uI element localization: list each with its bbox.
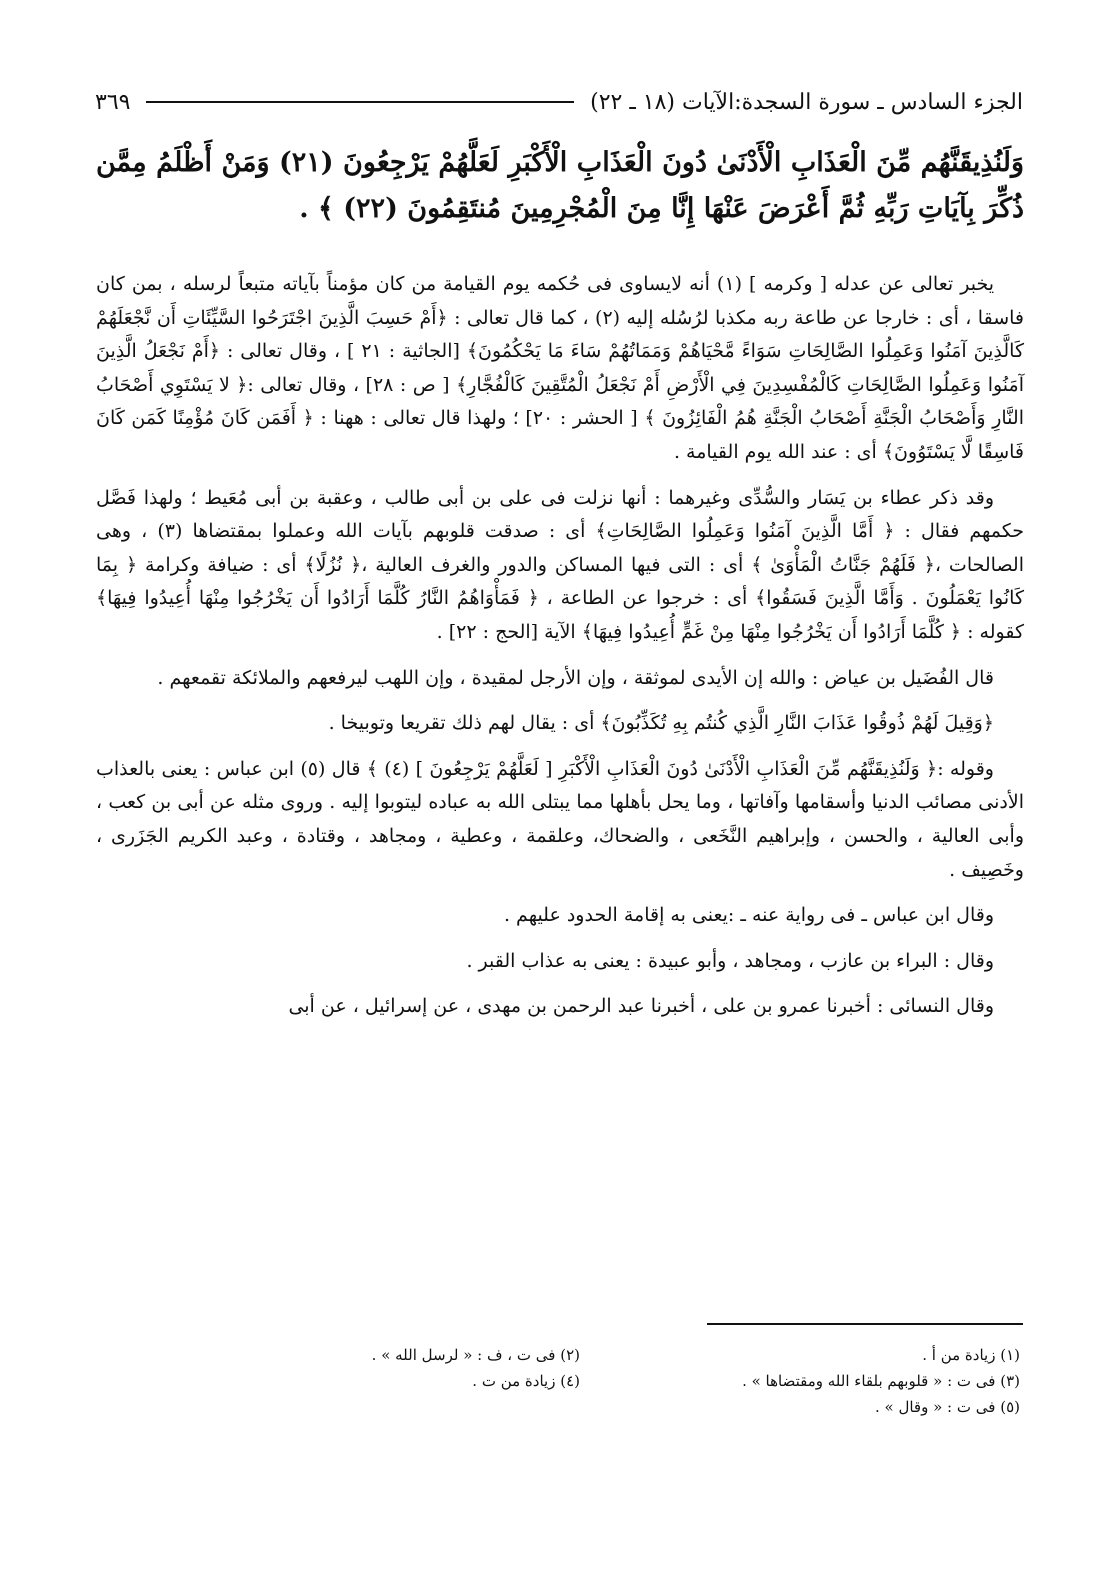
footnote-4: (٤) زيادة من ت . [472,1372,580,1390]
paragraph-6: وقال ابن عباس ـ فى رواية عنه ـ :يعنى به إقامة الحدود عليهم . [503,904,994,927]
paragraph-1: يخبر تعالى عن عدله [ وكرمه ] (١) أنه لايساوى فى حُكمه يوم القيامة من كان مؤمناً بآياته متبعاً لرسله ، بمن كان فاسقا ، أى : خارجا عن طاعة ربه مكذبا لرُسُله إليه (٢) ، كما قال تعالى : ﴿أَمْ حَسِبَ الَّذِينَ اجْتَرَحُوا السَّيِّئَاتِ أَن نَّجْعَلَهُمْ كَالَّذِينَ آمَنُوا وَعَمِلُوا الصَّالِحَاتِ سَوَاءً مَّحْيَاهُمْ وَمَمَاتُهُمْ سَاءَ مَا يَحْكُمُونَ﴾ [الجاثية : ٢١ ] ، وقال تعالى : ﴿أَمْ نَجْعَلُ الَّذِينَ آمَنُوا وَعَمِلُوا الصَّالِحَاتِ كَالْمُفْسِدِينَ فِي الْأَرْضِ أَمْ نَجْعَلُ الْمُتَّقِينَ كَالْفُجَّارِ﴾ [ ص : ٢٨] ، وقال تعالى :﴿ لا يَسْتَوِي أَصْحَابُ النَّارِ وَأَصْحَابُ الْجَنَّةِ أَصْحَابُ الْجَنَّةِ هُمُ الْفَائِزُونَ ﴾ [ الحشر : ٢٠] ؛ ولهذا قال تعالى : ههنا : ﴿ أَفَمَن كَانَ مُؤْمِنًا كَمَن كَانَ فَاسِقًا لَّا يَسْتَوُونَ﴾ أى : عند الله يوم القيامة . [96,273,1024,463]
paragraph-7: وقال : البراء بن عازب ، ومجاهد ، وأبو عبيدة : يعنى به عذاب القبر . [466,949,994,972]
header-rule [146,101,574,103]
paragraph-5: وقوله :﴿ وَلَنُذِيقَنَّهُم مِّنَ الْعَذَابِ الْأَدْنَىٰ دُونَ الْعَذَابِ الْأَكْبَرِ [ لَعَلَّهُمْ يَرْجِعُونَ ] (٤) ﴾ قال (٥) ابن عباس : يعنى بالعذاب الأدنى مصائب الدنيا وأسقامها وآفاتها ، وما يحل بأهلها مما يبتلى الله به عباده ليتوبوا إليه . وروى مثله عن أبى بن كعب ، وأبى العالية ، والحسن ، وإبراهيم النَّخَعى ، والضحاك، وعلقمة ، وعطية ، ومجاهد ، وقتادة ، وعبد الكريم الجَزَرى ، وخَصِيف . [96,757,1024,881]
page-number: ٣٦٩ [95,89,131,115]
paragraph-2: وقد ذكر عطاء بن يَسَار والسُّدِّى وغيرهما : أنها نزلت فى على بن أبى طالب ، وعقبة بن أبى مُعَيط ؛ ولهذا فَصَّل حكمهم فقال : ﴿ أَمَّا الَّذِينَ آمَنُوا وَعَمِلُوا الصَّالِحَاتِ﴾ أى : صدقت قلوبهم بآيات الله وعملوا بمقتضاها (٣) ، وهى الصالحات ،﴿ فَلَهُمْ جَنَّاتُ الْمَأْوَىٰ ﴾ أى : التى فيها المساكن والدور والغرف العالية ،﴿ نُزُلًا﴾ أى : ضيافة وكرامة ﴿ بِمَا كَانُوا يَعْمَلُونَ . وَأَمَّا الَّذِينَ فَسَقُوا﴾ أى : خرجوا عن الطاعة ، ﴿ فَمَأْوَاهُمُ النَّارُ كُلَّمَا أَرَادُوا أَن يَخْرُجُوا مِنْهَا أُعِيدُوا فِيهَا﴾ كقوله : ﴿ كُلَّمَا أَرَادُوا أَن يَخْرُجُوا مِنْهَا مِنْ غَمٍّ أُعِيدُوا فِيهَا﴾ الآية [الحج : ٢٢] . [96,486,1025,643]
footnote-1: (١) زيادة من أ . [922,1346,1020,1364]
footnote-5: (٥) فى ت : « وقال » . [874,1398,1020,1416]
footnote-3: (٣) فى ت : « قلوبهم بلقاء الله ومقتضاها » . [742,1372,1020,1390]
header-title: الجزء السادس ـ سورة السجدة:الآيات (١٨ ـ ٢٢) [590,89,1023,115]
commentary-body [96,268,1024,1036]
footnote-2: (٢) فى ت ، ف : « لرسل الله » . [371,1346,580,1364]
footnote-rule [707,1323,1023,1325]
paragraph-4: ﴿وَقِيلَ لَهُمْ ذُوقُوا عَذَابَ النَّارِ الَّذِي كُنتُم بِهِ تُكَذِّبُونَ﴾ أى : يقال لهم ذلك تقريعا وتوبيخا . [328,712,994,735]
quran-verse: وَلَنُذِيقَنَّهُم مِّنَ الْعَذَابِ الْأَدْنَىٰ دُونَ الْعَذَابِ الْأَكْبَرِ لَعَلَّهُمْ يَرْجِعُونَ (٢١) وَمَنْ أَظْلَمُ مِمَّن ذُكِّرَ بِآيَاتِ رَبِّهِ ثُمَّ أَعْرَضَ عَنْهَا إِنَّا مِنَ الْمُجْرِمِينَ مُنتَقِمُونَ (٢٢) ﴾ . [96,147,1024,224]
running-header [95,84,1023,120]
paragraph-8: وقال النسائى : أخبرنا عمرو بن على ، أخبرنا عبد الرحمن بن مهدى ، عن إسرائيل ، عن أبى [288,995,994,1018]
paragraph-3: قال الفُضَيل بن عياض : والله إن الأيدى لموثقة ، وإن الأرجل لمقيدة ، وإن اللهب ليرفعهم والملائكة تقمعهم . [157,666,994,689]
footnotes [280,1342,1020,1420]
